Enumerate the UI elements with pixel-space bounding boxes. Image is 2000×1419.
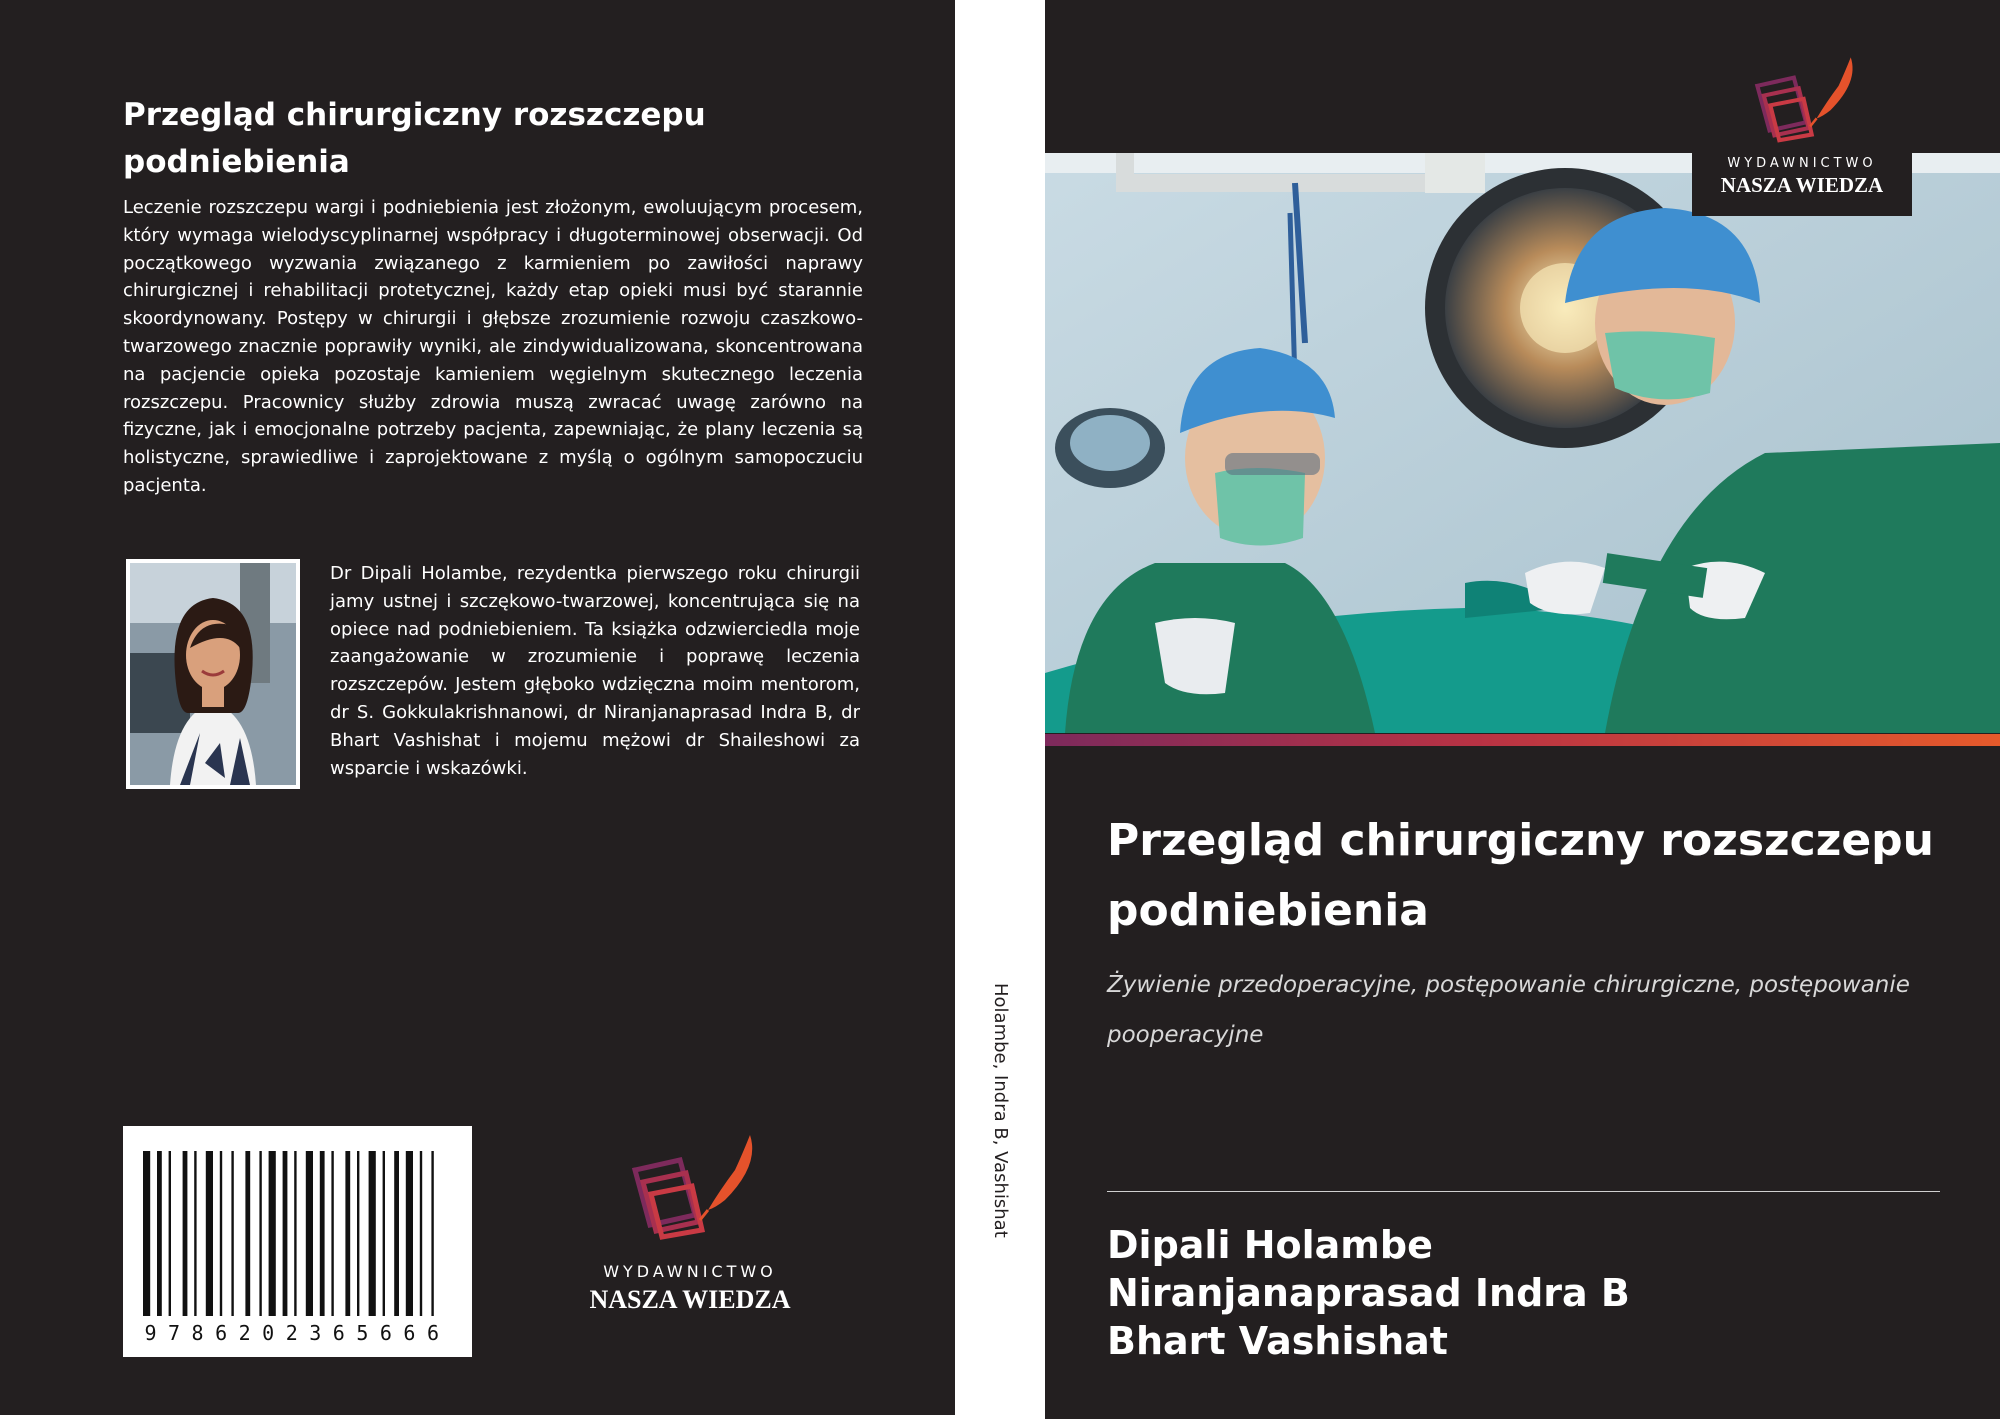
author-list: [1107, 1221, 1630, 1365]
divider-line: [1107, 1191, 1940, 1192]
author-portrait-image: [130, 563, 296, 785]
author-name: Bhart Vashishat: [1107, 1319, 1448, 1363]
author-bio: Dr Dipali Holambe, rezydentka pierwszego roku chirurgii jamy ustnej i szczękowo-twarzowej, koncentrująca się na opiece nad podniebieniem. Ta książka odzwierciedla moje zaangażowanie w zrozumienie i poprawę leczenia rozszczepów. Jestem głęboko wdzięczna moim mentorom, dr S. Gokkulakrishnanowi, dr Niranjanaprasad Indra B, dr Bhart Vashishat i mojemu mężowi dr Shaileshowi za wsparcie i wskazówki.: [330, 563, 860, 779]
isbn-digits: 9786202365666: [144, 1321, 451, 1345]
author-name: Niranjanaprasad Indra B: [1107, 1271, 1630, 1315]
author-photo: [126, 559, 300, 789]
publisher-line1: WYDAWNICTWO: [1727, 156, 1877, 171]
publisher-logo-front: [1692, 40, 1912, 216]
publisher-line2: NASZA WIEDZA: [1720, 173, 1884, 197]
author-name: Dipali Holambe: [1107, 1223, 1433, 1267]
accent-bar: [1045, 734, 2000, 746]
back-cover-title: Przegląd chirurgiczny rozszczepu podniebienia: [123, 97, 706, 180]
back-cover-blurb: Leczenie rozszczepu wargi i podniebienia jest złożonym, ewoluującym procesem, który wymaga wielodyscyplinarnej współpracy i długoterminowej obserwacji. Od początkowego wyzwania związanego z karmieniem po zawiłości naprawy chirurgicznej i rehabilitacji protetycznej, każdy etap opieki musi być starannie skoordynowany. Postępy w chirurgii i głębsze zrozumienie rozwoju czaszkowo-twarzowego znacznie poprawiły wyniki, ale zindywidualizowana, skoncentrowana na pacjencie opieka pozostaje kamieniem węgielnym skutecznego leczenia rozszczepu. Pracownicy służby zdrowia muszą zwracać uwagę zarówno na fizyczne, jak i emocjonalne potrzeby pacjenta, zapewniając, że plany leczenia są holistyczne, sprawiedliwe i zaprojektowane z myślą o ogólnym samopoczuciu pacjenta.: [123, 197, 863, 496]
publisher-line2: NASZA WIEDZA: [589, 1285, 791, 1314]
book-quill-icon: [610, 1130, 770, 1240]
front-cover-subtitle: Żywienie przedoperacyjne, postępowanie chirurgiczne, postępowanie pooperacyjne: [1107, 972, 1910, 1048]
book-quill-icon: [1737, 48, 1867, 148]
back-cover: [0, 0, 955, 1415]
spine-authors: Holambe, Indra B, Vashishat: [990, 983, 1011, 1238]
isbn-barcode: [123, 1126, 472, 1357]
publisher-line1: WYDAWNICTWO: [603, 1262, 777, 1281]
publisher-logo-back: [565, 1130, 815, 1330]
surgery-photo: [1045, 153, 2000, 733]
front-cover-title: Przegląd chirurgiczny rozszczepu podniebienia: [1107, 815, 1934, 936]
